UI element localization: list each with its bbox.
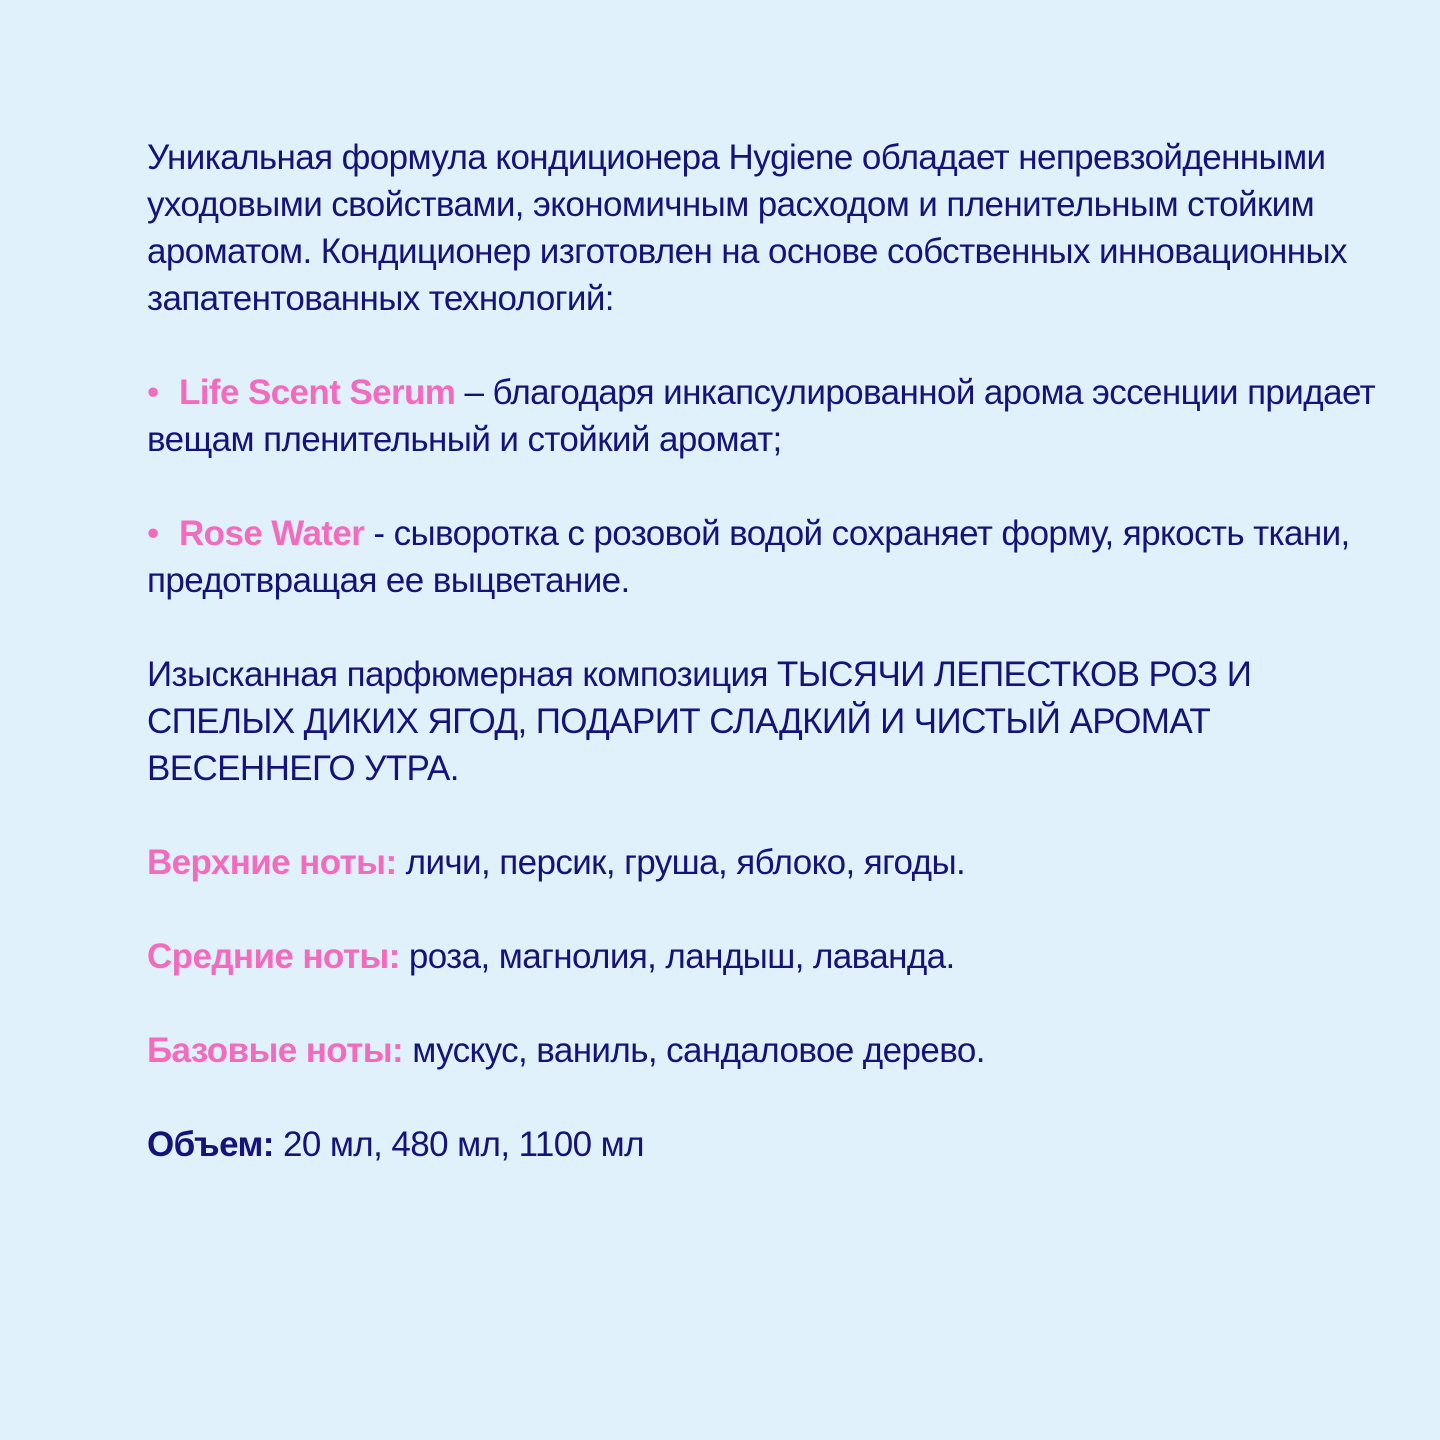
note-label: Средние ноты: xyxy=(147,937,400,976)
top-notes xyxy=(147,839,1377,886)
product-description xyxy=(147,134,1377,1168)
bullet-dot-icon: • xyxy=(147,373,159,412)
fragrance-paragraph: Изысканная парфюмерная композиция ТЫСЯЧИ ЛЕПЕСТКОВ РОЗ И СПЕЛЫХ ДИКИХ ЯГОД, ПОДАРИТ СЛАДКИЙ И ЧИСТЫЙ АРОМАТ ВЕСЕННЕГО УТРА. xyxy=(147,655,1252,788)
volume-value: 20 мл, 480 мл, 1100 мл xyxy=(273,1125,644,1164)
bullet-text: – благодаря инкапсулированной арома эссенции придает вещам пленительный и стойкий аромат; xyxy=(147,373,1376,459)
bullet-life-scent-serum xyxy=(147,369,1377,463)
intro-paragraph: Уникальная формула кондиционера Hygiene обладает непревзойденными уходовыми свойствами, экономичным расходом и пленительным стойким ароматом. Кондиционер изготовлен на основе собственных инновационных запатентованных технологий: xyxy=(147,138,1347,318)
volume-label: Объем: xyxy=(147,1125,274,1164)
note-value: роза, магнолия, ландыш, лаванда. xyxy=(399,937,955,976)
base-notes xyxy=(147,1027,1377,1074)
bullet-text: - сыворотка с розовой водой сохраняет форму, яркость ткани, предотвращая ее выцветание. xyxy=(147,514,1350,600)
note-label: Базовые ноты: xyxy=(147,1031,404,1070)
note-value: мускус, ваниль, сандаловое дерево. xyxy=(403,1031,985,1070)
bullet-rose-water xyxy=(147,510,1377,604)
middle-notes xyxy=(147,933,1377,980)
note-label: Верхние ноты: xyxy=(147,843,397,882)
bullet-title: Life Scent Serum xyxy=(179,373,456,412)
volume-line xyxy=(147,1121,1377,1168)
bullet-dot-icon: • xyxy=(147,514,159,553)
note-value: личи, персик, груша, яблоко, ягоды. xyxy=(396,843,966,882)
bullet-title: Rose Water xyxy=(179,514,365,553)
